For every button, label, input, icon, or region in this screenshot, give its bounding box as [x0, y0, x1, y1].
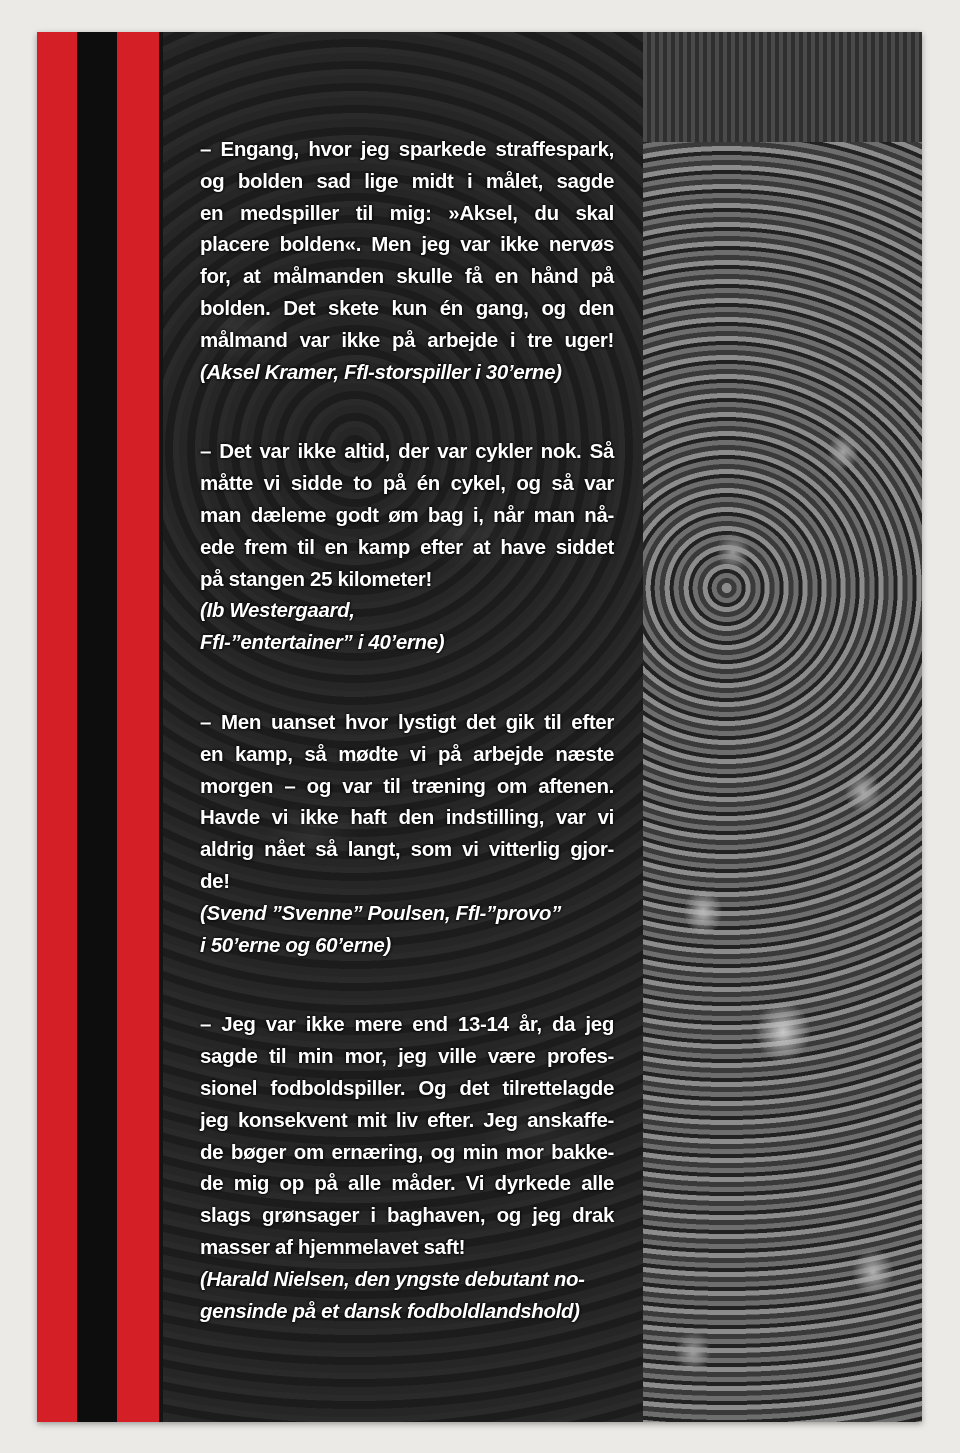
quote-line: morgen – og var til træning om aftenen.	[200, 774, 614, 798]
quote-line: for, at målmanden skulle få en hånd på	[200, 265, 614, 289]
quote-line: de bøger om ernæring, og min mor bakke-	[200, 1140, 614, 1164]
quote	[200, 707, 614, 961]
quote	[200, 436, 614, 659]
quote-line: man dæleme godt øm bag i, når man nå-	[200, 503, 614, 527]
quote-line: aldrig nået så langt, som vi vitterlig gjor-	[200, 838, 614, 862]
quote-line: slags grønsager i baghaven, og jeg drak	[200, 1204, 614, 1228]
book-back-cover	[37, 32, 922, 1422]
quote-attribution: i 50’erne og 60’erne)	[200, 933, 391, 957]
quote-line: de mig op på alle måder. Vi dyrkede alle	[200, 1172, 614, 1196]
stadium-roof	[643, 32, 922, 142]
quote-line: ede frem til en kamp efter at have siddet	[200, 535, 614, 559]
quote-body	[200, 436, 614, 659]
quote	[200, 1009, 614, 1327]
quote-body	[200, 134, 614, 388]
quote-line: de!	[200, 869, 230, 893]
quote	[200, 134, 614, 388]
quote-line: masser af hjemmelavet saft!	[200, 1235, 466, 1259]
quote-line: placere bolden«. Men jeg var ikke nervøs	[200, 233, 614, 257]
quote-line: jeg konsekvent mit liv efter. Jeg anskaffe-	[200, 1108, 614, 1132]
quote-attribution: FfI-”entertainer” i 40’erne)	[200, 631, 445, 655]
red-stripe	[37, 32, 77, 1422]
quote-line: – Men uanset hvor lystigt det gik til efter	[200, 710, 614, 734]
quote-line: en kamp, så mødte vi på arbejde næste	[200, 742, 614, 766]
black-stripe	[77, 32, 117, 1422]
quote-line: målmand var ikke på arbejde i tre uger!	[200, 328, 614, 352]
quote-line: – Engang, hvor jeg sparkede straffespark,	[200, 138, 614, 161]
quote-line: sionel fodboldspiller. Og det tilrettelagde	[200, 1076, 614, 1100]
quote-body	[200, 707, 614, 961]
quote-attribution: (Ib Westergaard,	[200, 599, 355, 623]
quote-line: på stangen 25 kilometer!	[200, 567, 432, 591]
quote-line: bolden. Det skete kun én gang, og den	[200, 296, 614, 320]
text-panel	[163, 32, 643, 1422]
quote-attribution: (Aksel Kramer, FfI-storspiller i 30’erne)	[200, 360, 562, 384]
quote-line: sagde til min mor, jeg ville være profes-	[200, 1045, 614, 1069]
quote-line: og bolden sad lige midt i målet, sagde	[200, 169, 614, 193]
quotes-column	[200, 134, 614, 1375]
quote-attribution: (Harald Nielsen, den yngste debutant no-	[200, 1267, 585, 1291]
quote-attribution: (Svend ”Svenne” Poulsen, FfI-”provo”	[200, 901, 562, 925]
crowd-photo	[643, 32, 922, 1422]
red-stripe	[117, 32, 159, 1422]
quote-line: – Jeg var ikke mere end 13-14 år, da jeg	[200, 1013, 614, 1037]
quote-line: en medspiller til mig: »Aksel, du skal	[200, 201, 614, 225]
quote-body	[200, 1009, 614, 1327]
quote-line: Havde vi ikke haft den indstilling, var vi	[200, 806, 614, 830]
quote-attribution: gensinde på et dansk fodboldlandshold)	[200, 1299, 580, 1323]
quote-line: måtte vi sidde to på én cykel, og så var	[200, 472, 614, 496]
quote-line: – Det var ikke altid, der var cykler nok. Så	[200, 440, 614, 464]
